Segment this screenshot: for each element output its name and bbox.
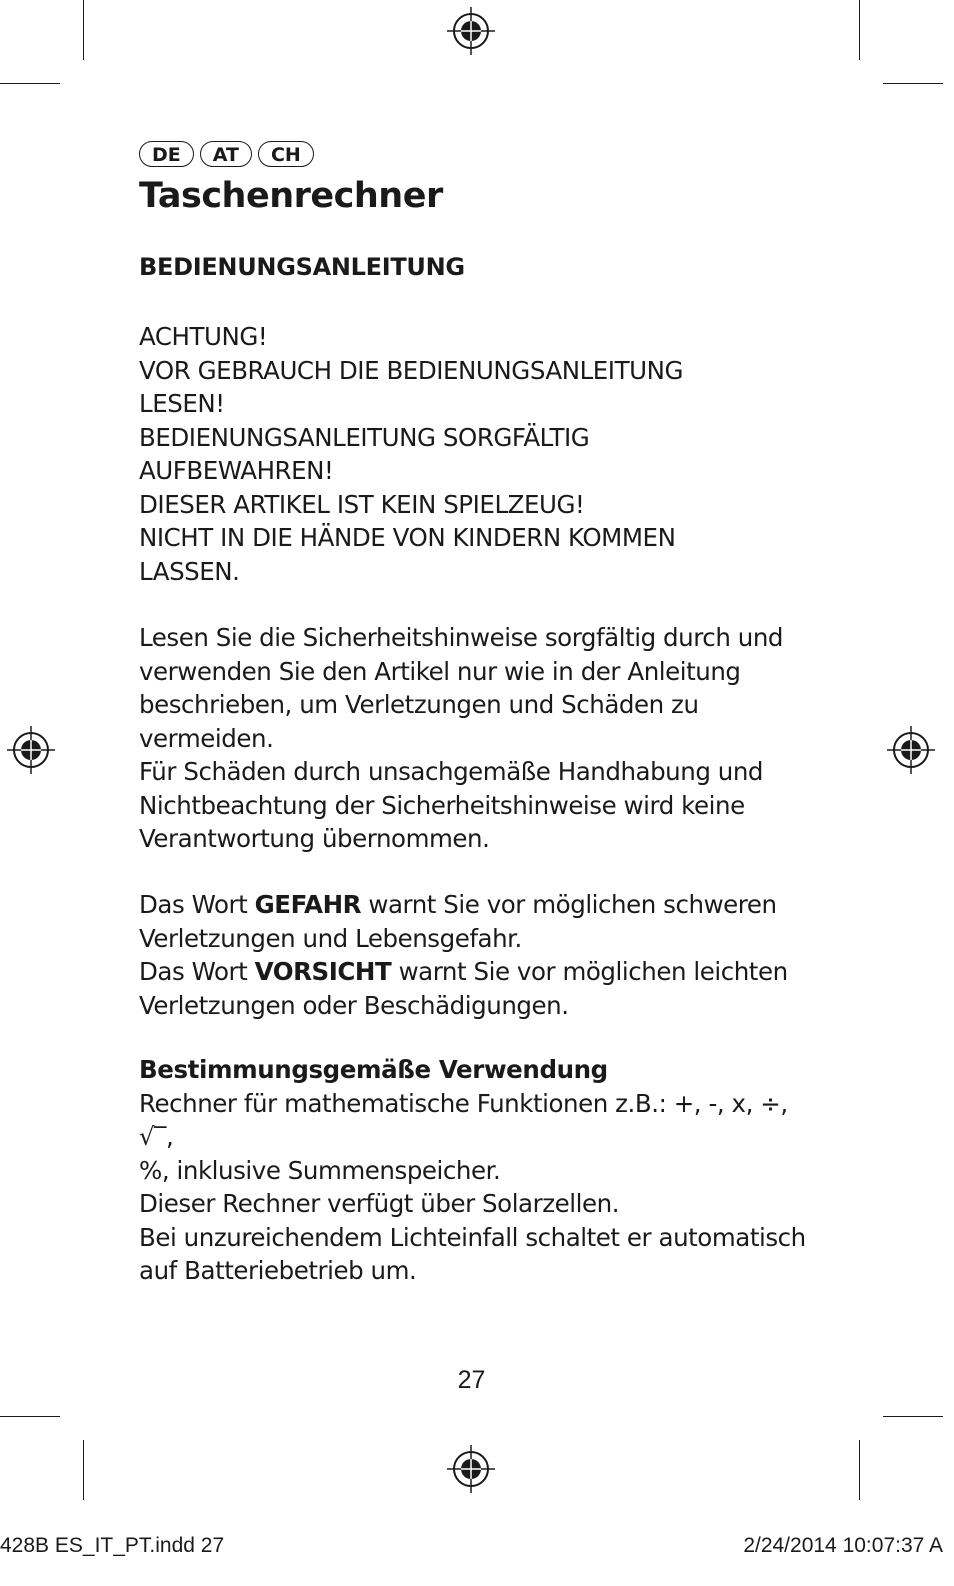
crop-mark	[83, 0, 84, 60]
crop-mark	[0, 1416, 60, 1417]
caution-suffix: warnt Sie vor möglichen leichten Verletzungen oder Beschädigungen.	[139, 957, 788, 1020]
danger-prefix: Das Wort	[139, 890, 255, 919]
warning-line: DIESER ARTIKEL IST KEIN SPIELZEUG!	[139, 489, 585, 519]
safety-text: Lesen Sie die Sicherheitshinweise sorgfältig durch und verwenden Sie den Artikel nur wie in der Anleitung beschrieben, um Verletzungen und Schäden zu vermeiden.	[139, 623, 783, 753]
intended-use-line: Bei unzureichendem Lichteinfall schaltet er automatisch auf Batteriebetrieb um.	[139, 1222, 806, 1285]
registration-mark-icon	[447, 1445, 495, 1493]
caution-word: VORSICHT	[254, 957, 392, 986]
crop-mark	[859, 0, 860, 60]
signal-words-paragraph	[139, 888, 829, 1022]
danger-word: GEFAHR	[254, 890, 362, 919]
crop-mark	[859, 1440, 860, 1500]
page-title: Taschenrechner	[139, 176, 443, 216]
country-badge-de: DE	[139, 141, 194, 167]
liability-text: Für Schäden durch unsachgemäße Handhabung und Nichtbeachtung der Sicherheitshinweise wird keine Verantwortung übernommen.	[139, 757, 764, 853]
intended-use-line: %, inklusive Summenspeicher.	[139, 1155, 501, 1185]
section-heading: BEDIENUNGSANLEITUNG	[139, 253, 465, 281]
warning-line: ACHTUNG!	[139, 322, 268, 351]
warning-line: LESEN!	[139, 389, 225, 418]
slug-timestamp: 2/24/2014 10:07:37 A	[743, 1534, 943, 1557]
warning-line: BEDIENUNGSANLEITUNG SORGFÄLTIG	[139, 422, 590, 452]
warning-line: AUFBEWAHREN!	[139, 456, 334, 485]
danger-definition	[139, 888, 829, 955]
crop-mark	[883, 1416, 943, 1417]
crop-mark	[83, 1440, 84, 1500]
registration-mark-icon	[7, 726, 55, 774]
slug-file-info: 428B ES_IT_PT.indd 27	[0, 1534, 225, 1557]
intended-use-line: Dieser Rechner verfügt über Solarzellen.	[139, 1189, 620, 1218]
warning-line: VOR GEBRAUCH DIE BEDIENUNGSANLEITUNG	[139, 355, 683, 385]
crop-mark	[0, 83, 60, 84]
crop-mark	[883, 83, 943, 84]
registration-mark-icon	[447, 7, 495, 55]
intended-use-line: Rechner für mathematische Funktionen z.B.: +, -, x, ÷, √‾,	[139, 1088, 788, 1151]
country-badge-at: AT	[200, 141, 252, 167]
intended-use-section	[139, 1053, 829, 1288]
country-badges	[139, 141, 314, 167]
warning-line: LASSEN.	[139, 556, 240, 586]
page-number: 27	[457, 1366, 486, 1394]
registration-mark-icon	[887, 726, 935, 774]
safety-paragraph	[139, 621, 829, 856]
danger-suffix: warnt Sie vor möglichen schweren Verletzungen und Lebensgefahr.	[139, 890, 777, 953]
country-badge-ch: CH	[258, 141, 314, 167]
caution-definition	[139, 955, 829, 1022]
warning-block	[139, 320, 829, 588]
warning-line: NICHT IN DIE HÄNDE VON KINDERN KOMMEN	[139, 523, 676, 552]
caution-prefix: Das Wort	[139, 957, 255, 986]
intended-use-heading: Bestimmungsgemäße Verwendung	[139, 1055, 608, 1084]
